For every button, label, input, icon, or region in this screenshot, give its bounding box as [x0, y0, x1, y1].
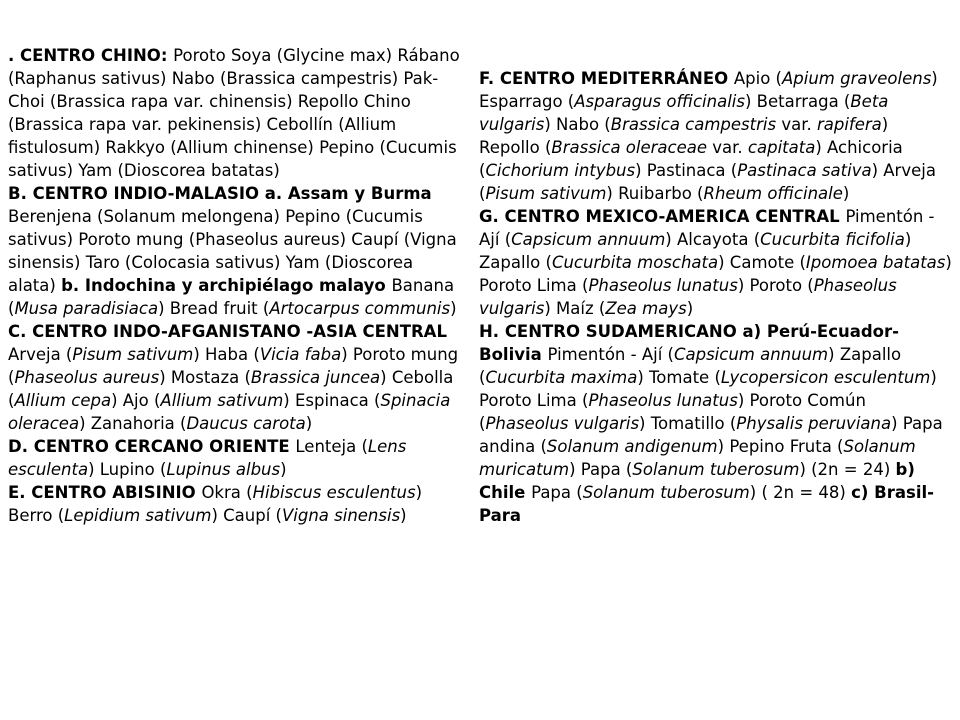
scientific-name-run: rapifera	[816, 115, 882, 134]
text-run: ) Cebolla (	[8, 368, 454, 410]
text-run: ) Caupí (	[211, 506, 282, 525]
text-run: ) Pastinaca (	[635, 161, 738, 180]
text-run: )	[842, 184, 850, 203]
text-run: Arveja (	[8, 345, 73, 364]
text-run: ) Mostaza (	[159, 368, 251, 387]
center-paragraph-mediterraneo	[479, 67, 953, 205]
scientific-name-run: Vicia faba	[259, 345, 342, 364]
scientific-name-run: Allium cepa	[14, 391, 112, 410]
scientific-name-run: Capsicum annuum	[511, 230, 666, 249]
text-run: ) Zanahoria (	[79, 414, 187, 433]
text-run: ) Papa andina (	[479, 414, 943, 456]
scientific-name-run: Capsicum annuum	[673, 345, 829, 364]
scientific-name-run: Pastinaca sativa	[737, 161, 872, 180]
text-run: ) Achicoria (	[479, 138, 903, 180]
bold-heading-run: E. CENTRO ABISINIO	[8, 483, 202, 502]
scientific-name-run: Musa paradisiaca	[14, 299, 159, 318]
scientific-name-run: Solanum tuberosum	[632, 460, 800, 479]
scientific-name-run: Phaseolus vulgaris	[485, 414, 640, 433]
text-run: ) Betarraga (	[744, 92, 851, 111]
scientific-name-run: Solanum andigenum	[546, 437, 718, 456]
text-run: )	[305, 414, 313, 433]
text-run: ) Pepino Fruta (	[717, 437, 844, 456]
center-paragraph-mexico-america-central	[479, 205, 953, 320]
text-run: var.	[776, 115, 817, 134]
center-paragraph-indio-malasio	[8, 182, 463, 320]
scientific-name-run: Phaseolus lunatus	[588, 276, 738, 295]
scientific-name-run: Phaseolus lunatus	[588, 391, 738, 410]
bold-heading-run: b) Chile	[479, 460, 915, 502]
center-paragraph-indo-afganistano	[8, 320, 463, 435]
scientific-name-run: Pisum sativum	[485, 184, 607, 203]
text-run: ) Tomate (	[637, 368, 721, 387]
text-run: ) Poroto Lima (	[479, 253, 952, 295]
scientific-name-run: Cucurbita moschata	[551, 253, 719, 272]
scientific-name-run: Hibiscus esculentus	[252, 483, 416, 502]
scientific-name-run: Brassica campestris	[610, 115, 777, 134]
scientific-name-run: Cucurbita ficifolia	[760, 230, 905, 249]
text-run: ) Camote (	[718, 253, 806, 272]
text-run: ) Bread fruit (	[158, 299, 270, 318]
center-paragraph-cercano-oriente	[8, 435, 463, 481]
right-column	[479, 67, 953, 527]
scientific-name-run: Phaseolus vulgaris	[479, 276, 897, 318]
scientific-name-run: Spinacia oleracea	[8, 391, 451, 433]
scientific-name-run: Lens esculenta	[8, 437, 407, 479]
text-run: ) Ruibarbo (	[606, 184, 704, 203]
bold-heading-run: G. CENTRO MEXICO-AMERICA CENTRAL	[479, 207, 846, 226]
text-run: ) Haba (	[193, 345, 260, 364]
scientific-name-run: Artocarpus communis	[269, 299, 451, 318]
text-run: Papa (	[531, 483, 583, 502]
scientific-name-run: Rheum officinale	[703, 184, 843, 203]
text-run: ) Poroto mung (	[8, 345, 459, 387]
text-run: ) Espinaca (	[283, 391, 381, 410]
scientific-name-run: Brassica oleraceae	[551, 138, 708, 157]
text-run: )	[400, 506, 407, 525]
scientific-name-run: Zea mays	[605, 299, 687, 318]
scientific-name-run: Lupinus albus	[166, 460, 281, 479]
scientific-name-run: Beta vulgaris	[479, 92, 889, 134]
bold-heading-run: B. CENTRO INDIO-MALASIO a. Assam y Burma	[8, 184, 432, 203]
text-run: ) Lupino (	[88, 460, 167, 479]
left-column	[8, 44, 463, 527]
bold-heading-run: D. CENTRO CERCANO ORIENTE	[8, 437, 296, 456]
bold-heading-run: C. CENTRO INDO-AFGANISTANO -ASIA CENTRAL	[8, 322, 447, 341]
scientific-name-run: Pisum sativum	[72, 345, 194, 364]
text-run: ) Zapallo (	[479, 345, 902, 387]
text-run: ) ( 2n = 48)	[749, 483, 852, 502]
text-run: ) Poroto (	[737, 276, 814, 295]
scientific-name-run: Solanum muricatum	[479, 437, 916, 479]
scientific-name-run: Allium sativum	[160, 391, 284, 410]
bold-heading-run: c) Brasil-Para	[479, 483, 934, 525]
center-paragraph-chino	[8, 44, 463, 182]
text-run: ) Ajo (	[111, 391, 161, 410]
center-paragraph-sudamericano	[479, 320, 953, 527]
scientific-name-run: Asparagus officinalis	[574, 92, 745, 111]
scientific-name-run: Cucurbita maxima	[485, 368, 638, 387]
text-run: ) Nabo (	[544, 115, 611, 134]
text-run: ) Poroto Común (	[479, 391, 866, 433]
scientific-name-run: Daucus carota	[186, 414, 306, 433]
text-run: ) Repollo (	[479, 115, 889, 157]
scientific-name-run: Apium graveolens	[782, 69, 932, 88]
text-run: ) Esparrago (	[479, 69, 938, 111]
scientific-name-run: Ipomoea batatas	[805, 253, 946, 272]
text-run: var.	[707, 138, 748, 157]
scientific-name-run: Cichorium intybus	[485, 161, 636, 180]
scientific-name-run: Solanum tuberosum	[582, 483, 750, 502]
text-run: Berenjena (Solanum melongena) Pepino (Cucumis sativus) Poroto mung (Phaseolus aureus) Caupí (Vigna sinensis) Taro (Colocasia sativus) Yam (Dioscorea alata)	[8, 207, 457, 295]
bold-heading-run: H. CENTRO SUDAMERICANO a) Perú-Ecuador-Bolivia	[479, 322, 899, 364]
text-run: Banana (	[8, 276, 455, 318]
text-run: ) Maíz (	[544, 299, 606, 318]
text-run: Pimentón - Ají (	[479, 207, 935, 249]
text-run: ) Poroto Lima (	[479, 368, 937, 410]
bold-heading-run: . CENTRO CHINO:	[8, 46, 174, 65]
text-run: ) Tomatillo (	[639, 414, 737, 433]
text-run: ) Arveja (	[479, 161, 936, 203]
text-run: ) Papa (	[569, 460, 633, 479]
scientific-name-run: capitata	[747, 138, 816, 157]
bold-heading-run: b. Indochina y archipiélago malayo	[61, 276, 392, 295]
bold-heading-run: F. CENTRO MEDITERRÁNEO	[479, 69, 734, 88]
scientific-name-run: Physalis peruviana	[736, 414, 892, 433]
text-run: ) Alcayota (	[665, 230, 761, 249]
scientific-name-run: Brassica juncea	[250, 368, 381, 387]
text-run: Okra (	[201, 483, 253, 502]
scientific-name-run: Lycopersicon esculentum	[720, 368, 931, 387]
text-run: ) (2n = 24)	[799, 460, 896, 479]
text-run: Poroto Soya (Glycine max) Rábano (Raphanus sativus) Nabo (Brassica campestris) Pak-Choi (Brassica rapa var. chinensis) Repollo Chino (Brassica rapa var. pekinensis) Cebollín (Allium fistulosum) Rakkyo (Allium chinense) Pepino (Cucumis sativus) Yam (Dioscorea batatas)	[8, 46, 460, 180]
text-run: ) Berro (	[8, 483, 423, 525]
text-run: ) Zapallo (	[479, 230, 912, 272]
scientific-name-run: Lepidium sativum	[64, 506, 212, 525]
text-run: )	[450, 299, 457, 318]
text-run: Pimentón - Ají (	[547, 345, 674, 364]
scientific-name-run: Vigna sinensis	[281, 506, 401, 525]
center-paragraph-abisinio	[8, 481, 463, 527]
text-run: )	[280, 460, 287, 479]
scientific-name-run: Phaseolus aureus	[14, 368, 160, 387]
text-run: Lenteja (	[295, 437, 368, 456]
text-run: )	[686, 299, 694, 318]
text-run: Apio (	[733, 69, 782, 88]
